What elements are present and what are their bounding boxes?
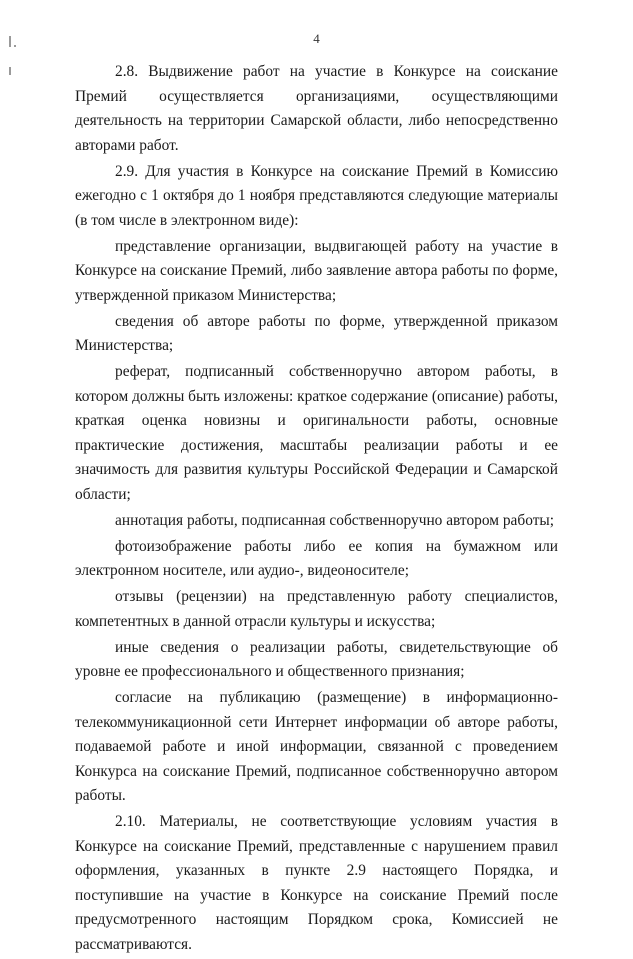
page-number: 4 xyxy=(313,31,320,46)
scan-mark xyxy=(9,67,11,75)
paragraph-2-8: 2.8. Выдвижение работ на участие в Конкурсе на соискание Премий осуществляется организациями, осуществляющими деятельность на территории Самарской области, либо непосредственно авторами работ. xyxy=(75,63,558,154)
paragraph-2-9: 2.9. Для участия в Конкурсе на соискание Премий в Комиссию ежегодно с 1 октября до 1 ноября представляются следующие материалы (в том числе в электронном виде): xyxy=(75,162,558,229)
list-item-annotation: аннотация работы, подписанная собственноручно автором работы; xyxy=(115,511,555,529)
list-item-author-info: сведения об авторе работы по форме, утвержденной приказом Министерства; xyxy=(75,312,558,354)
document-body xyxy=(75,60,558,959)
list-item-reviews: отзывы (рецензии) на представленную работу специалистов, компетентных в данной отрасли культуры и искусства; xyxy=(75,588,558,630)
list-item-other-info: иные сведения о реализации работы, свидетельствующие об уровне ее профессионального и общественного признания; xyxy=(75,638,558,680)
list-item-nomination: представление организации, выдвигающей работу на участие в Конкурсе на соискание Премий, либо заявление автора работы по форме, утвержденной приказом Министерства; xyxy=(75,237,558,304)
list-item-abstract: реферат, подписанный собственноручно автором работы, в котором должны быть изложены: краткое содержание (описание) работы, краткая оценка новизны и оригинальности работы, основные практические достижения, масштабы реализации работы и ее значимость для развития культуры Российской Федерации и Самарской области; xyxy=(75,363,559,503)
list-item-photo: фотоизображение работы либо ее копия на бумажном или электронном носителе, или аудио-, видеоносителе; xyxy=(75,537,558,579)
paragraph-2-10: 2.10. Материалы, не соответствующие условиям участия в Конкурсе на соискание Премий, представленные с нарушением правил оформления, указанных в пункте 2.9 настоящего Порядка, и поступившие на участие в Конкурсе на соискание Премий после предусмотренного настоящим Порядком срока, Комиссией не рассматриваются. xyxy=(75,813,558,953)
list-item-consent: согласие на публикацию (размещение) в информационно-телекоммуникационной сети Интернет информации об авторе работы, подаваемой работе и иной информации, связанной с проведением Конкурса на соискание Премий, подписанное собственноручно автором работы. xyxy=(75,689,558,804)
